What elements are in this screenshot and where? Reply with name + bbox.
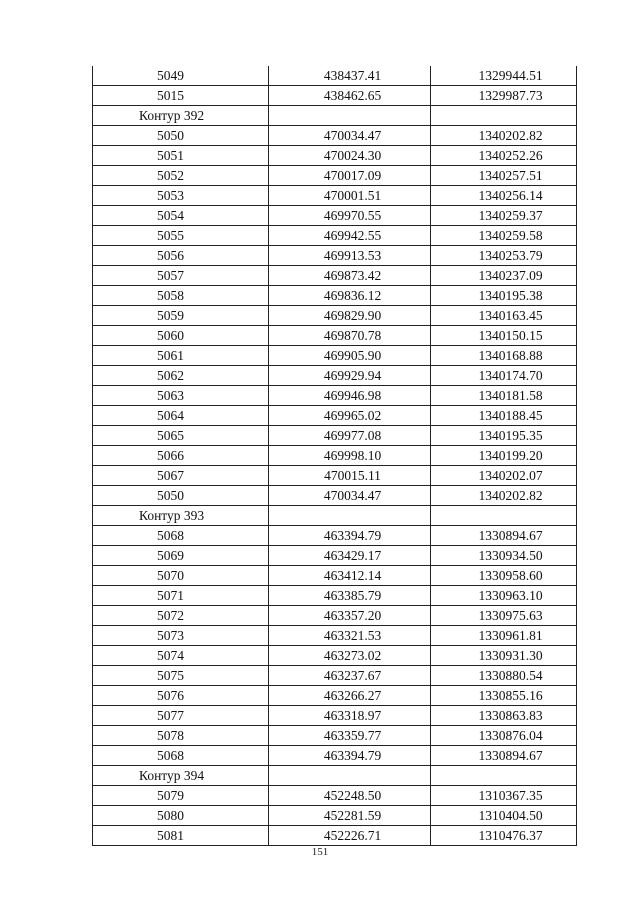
table-row (93, 346, 577, 366)
y-coordinate-cell: 1340259.58 (431, 226, 577, 246)
table-row (93, 526, 577, 546)
point-number-cell: 5074 (93, 646, 269, 666)
point-number-cell: 5070 (93, 566, 269, 586)
table-row (93, 406, 577, 426)
table-row (93, 806, 577, 826)
empty-cell (269, 506, 431, 526)
table-row (93, 326, 577, 346)
y-coordinate-cell: 1329987.73 (431, 86, 577, 106)
point-number-cell: 5064 (93, 406, 269, 426)
point-number-cell: 5067 (93, 466, 269, 486)
table-row (93, 786, 577, 806)
x-coordinate-cell: 463266.27 (269, 686, 431, 706)
y-coordinate-cell: 1330975.63 (431, 606, 577, 626)
point-number-cell: 5071 (93, 586, 269, 606)
table-row (93, 586, 577, 606)
y-coordinate-cell: 1340168.88 (431, 346, 577, 366)
x-coordinate-cell: 469836.12 (269, 286, 431, 306)
table-row (93, 486, 577, 506)
point-number-cell: 5049 (93, 66, 269, 86)
x-coordinate-cell: 452248.50 (269, 786, 431, 806)
y-coordinate-cell: 1340195.35 (431, 426, 577, 446)
table-row (93, 286, 577, 306)
x-coordinate-cell: 469970.55 (269, 206, 431, 226)
contour-header-row (93, 766, 577, 786)
point-number-cell: 5077 (93, 706, 269, 726)
y-coordinate-cell: 1340259.37 (431, 206, 577, 226)
contour-label: Контур 392 (93, 106, 269, 126)
x-coordinate-cell: 469829.90 (269, 306, 431, 326)
point-number-cell: 5068 (93, 526, 269, 546)
y-coordinate-cell: 1310476.37 (431, 826, 577, 846)
x-coordinate-cell: 438462.65 (269, 86, 431, 106)
empty-cell (431, 506, 577, 526)
x-coordinate-cell: 452281.59 (269, 806, 431, 826)
x-coordinate-cell: 470001.51 (269, 186, 431, 206)
point-number-cell: 5057 (93, 266, 269, 286)
y-coordinate-cell: 1330958.60 (431, 566, 577, 586)
table-row (93, 266, 577, 286)
y-coordinate-cell: 1340256.14 (431, 186, 577, 206)
y-coordinate-cell: 1340163.45 (431, 306, 577, 326)
y-coordinate-cell: 1340202.07 (431, 466, 577, 486)
y-coordinate-cell: 1340181.58 (431, 386, 577, 406)
y-coordinate-cell: 1340150.15 (431, 326, 577, 346)
y-coordinate-cell: 1330963.10 (431, 586, 577, 606)
x-coordinate-cell: 469913.53 (269, 246, 431, 266)
point-number-cell: 5063 (93, 386, 269, 406)
table-row (93, 146, 577, 166)
x-coordinate-cell: 463318.97 (269, 706, 431, 726)
point-number-cell: 5078 (93, 726, 269, 746)
x-coordinate-cell: 470034.47 (269, 486, 431, 506)
contour-header-row (93, 106, 577, 126)
point-number-cell: 5050 (93, 126, 269, 146)
y-coordinate-cell: 1340188.45 (431, 406, 577, 426)
x-coordinate-cell: 469977.08 (269, 426, 431, 446)
table-row (93, 466, 577, 486)
table-row (93, 166, 577, 186)
x-coordinate-cell: 469929.94 (269, 366, 431, 386)
point-number-cell: 5066 (93, 446, 269, 466)
table-row (93, 66, 577, 86)
point-number-cell: 5069 (93, 546, 269, 566)
y-coordinate-cell: 1329944.51 (431, 66, 577, 86)
point-number-cell: 5015 (93, 86, 269, 106)
y-coordinate-cell: 1340202.82 (431, 486, 577, 506)
table-row (93, 386, 577, 406)
x-coordinate-cell: 463385.79 (269, 586, 431, 606)
table-row (93, 226, 577, 246)
table-row (93, 746, 577, 766)
table-row (93, 246, 577, 266)
point-number-cell: 5075 (93, 666, 269, 686)
empty-cell (269, 766, 431, 786)
table-row (93, 706, 577, 726)
y-coordinate-cell: 1330880.54 (431, 666, 577, 686)
x-coordinate-cell: 469998.10 (269, 446, 431, 466)
point-number-cell: 5050 (93, 486, 269, 506)
table-row (93, 566, 577, 586)
point-number-cell: 5058 (93, 286, 269, 306)
x-coordinate-cell: 470015.11 (269, 466, 431, 486)
x-coordinate-cell: 463359.77 (269, 726, 431, 746)
x-coordinate-cell: 463321.53 (269, 626, 431, 646)
point-number-cell: 5052 (93, 166, 269, 186)
table-row (93, 726, 577, 746)
coordinates-table-body (93, 66, 577, 846)
x-coordinate-cell: 438437.41 (269, 66, 431, 86)
empty-cell (431, 766, 577, 786)
y-coordinate-cell: 1330863.83 (431, 706, 577, 726)
point-number-cell: 5073 (93, 626, 269, 646)
empty-cell (431, 106, 577, 126)
x-coordinate-cell: 469905.90 (269, 346, 431, 366)
point-number-cell: 5065 (93, 426, 269, 446)
table-row (93, 86, 577, 106)
y-coordinate-cell: 1340174.70 (431, 366, 577, 386)
point-number-cell: 5062 (93, 366, 269, 386)
point-number-cell: 5053 (93, 186, 269, 206)
x-coordinate-cell: 469946.98 (269, 386, 431, 406)
coordinates-table (92, 66, 577, 846)
y-coordinate-cell: 1340253.79 (431, 246, 577, 266)
y-coordinate-cell: 1340237.09 (431, 266, 577, 286)
table-row (93, 826, 577, 846)
table-row (93, 666, 577, 686)
point-number-cell: 5054 (93, 206, 269, 226)
point-number-cell: 5080 (93, 806, 269, 826)
empty-cell (269, 106, 431, 126)
y-coordinate-cell: 1330855.16 (431, 686, 577, 706)
x-coordinate-cell: 452226.71 (269, 826, 431, 846)
y-coordinate-cell: 1340257.51 (431, 166, 577, 186)
y-coordinate-cell: 1330876.04 (431, 726, 577, 746)
x-coordinate-cell: 463237.67 (269, 666, 431, 686)
table-row (93, 206, 577, 226)
y-coordinate-cell: 1310367.35 (431, 786, 577, 806)
page-number: 151 (311, 846, 329, 858)
y-coordinate-cell: 1340252.26 (431, 146, 577, 166)
x-coordinate-cell: 470024.30 (269, 146, 431, 166)
x-coordinate-cell: 469965.02 (269, 406, 431, 426)
table-row (93, 606, 577, 626)
point-number-cell: 5056 (93, 246, 269, 266)
table-row (93, 306, 577, 326)
x-coordinate-cell: 463412.14 (269, 566, 431, 586)
x-coordinate-cell: 469873.42 (269, 266, 431, 286)
point-number-cell: 5079 (93, 786, 269, 806)
table-row (93, 126, 577, 146)
table-row (93, 646, 577, 666)
point-number-cell: 5068 (93, 746, 269, 766)
point-number-cell: 5081 (93, 826, 269, 846)
y-coordinate-cell: 1330961.81 (431, 626, 577, 646)
x-coordinate-cell: 470017.09 (269, 166, 431, 186)
table-row (93, 686, 577, 706)
y-coordinate-cell: 1340202.82 (431, 126, 577, 146)
y-coordinate-cell: 1330931.30 (431, 646, 577, 666)
x-coordinate-cell: 469942.55 (269, 226, 431, 246)
x-coordinate-cell: 463357.20 (269, 606, 431, 626)
table-row (93, 626, 577, 646)
y-coordinate-cell: 1340199.20 (431, 446, 577, 466)
point-number-cell: 5076 (93, 686, 269, 706)
x-coordinate-cell: 469870.78 (269, 326, 431, 346)
contour-label: Контур 393 (93, 506, 269, 526)
contour-header-row (93, 506, 577, 526)
x-coordinate-cell: 463273.02 (269, 646, 431, 666)
y-coordinate-cell: 1310404.50 (431, 806, 577, 826)
y-coordinate-cell: 1340195.38 (431, 286, 577, 306)
point-number-cell: 5060 (93, 326, 269, 346)
y-coordinate-cell: 1330934.50 (431, 546, 577, 566)
table-row (93, 366, 577, 386)
table-row (93, 186, 577, 206)
table-row (93, 446, 577, 466)
y-coordinate-cell: 1330894.67 (431, 526, 577, 546)
table-row (93, 426, 577, 446)
x-coordinate-cell: 463429.17 (269, 546, 431, 566)
point-number-cell: 5059 (93, 306, 269, 326)
x-coordinate-cell: 463394.79 (269, 746, 431, 766)
x-coordinate-cell: 463394.79 (269, 526, 431, 546)
contour-label: Контур 394 (93, 766, 269, 786)
point-number-cell: 5061 (93, 346, 269, 366)
point-number-cell: 5051 (93, 146, 269, 166)
point-number-cell: 5055 (93, 226, 269, 246)
y-coordinate-cell: 1330894.67 (431, 746, 577, 766)
point-number-cell: 5072 (93, 606, 269, 626)
table-row (93, 546, 577, 566)
x-coordinate-cell: 470034.47 (269, 126, 431, 146)
